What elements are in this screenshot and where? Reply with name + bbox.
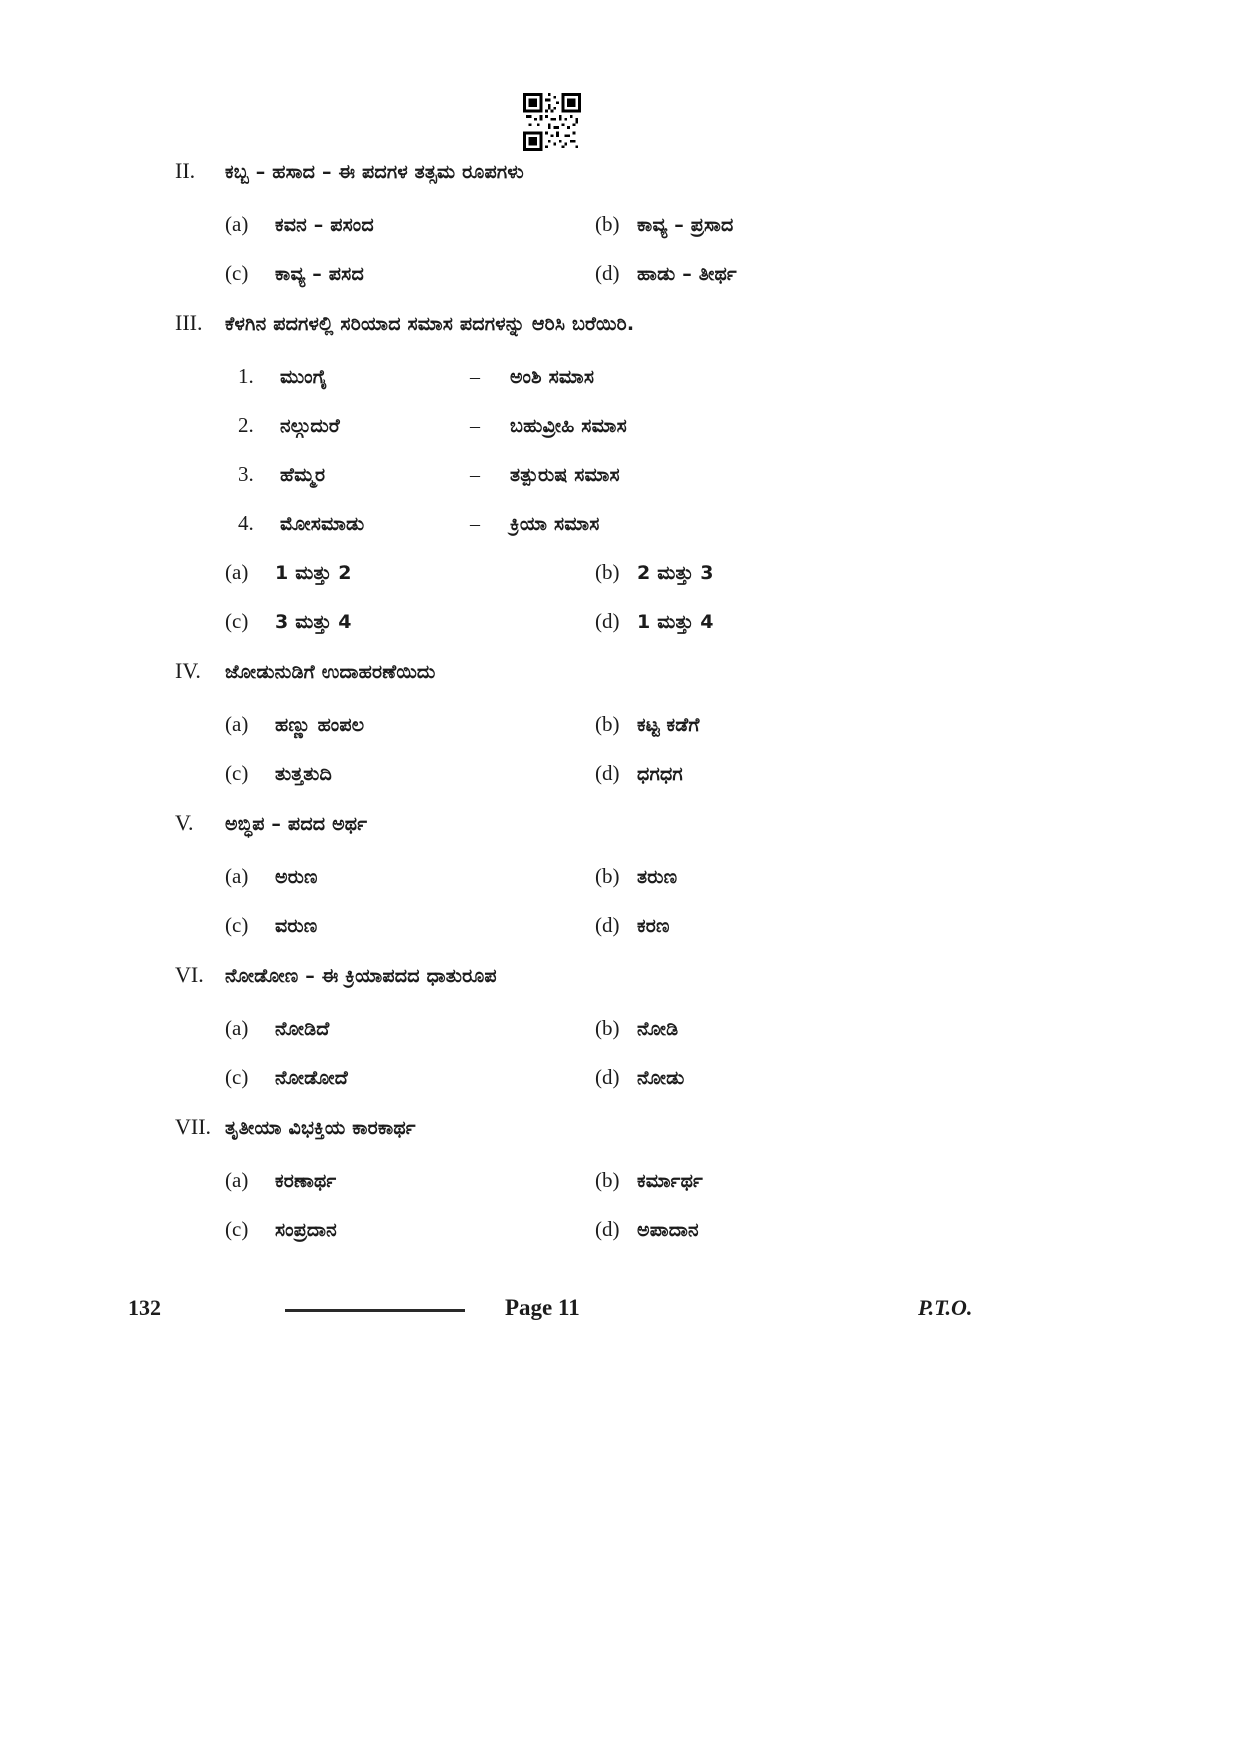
- option-label: (a): [225, 560, 249, 584]
- option-b: [595, 212, 734, 237]
- question-II: [0, 158, 1241, 286]
- option-text: ಕಾವ್ಯ – ಪ್ರಸಾದ: [637, 214, 734, 236]
- option-d: [595, 1065, 684, 1090]
- option-label: (c): [225, 761, 249, 785]
- option-text: 2 ಮತ್ತು 3: [637, 562, 714, 584]
- option-a: [225, 712, 595, 737]
- question-number: V.: [175, 810, 194, 835]
- option-c: [225, 913, 595, 938]
- option-text: ಸಂಪ್ರದಾನ: [275, 1219, 337, 1241]
- option-text: 1 ಮತ್ತು 4: [637, 611, 714, 633]
- option-label: (a): [225, 1016, 249, 1040]
- question-VI: [0, 962, 1241, 1090]
- match-number: 1.: [238, 364, 254, 388]
- option-a: [225, 864, 595, 889]
- option-label: (c): [225, 1065, 249, 1089]
- qr-code: [523, 93, 581, 151]
- option-text: ನೋಡು: [637, 1067, 685, 1089]
- option-label: (d): [595, 261, 620, 285]
- match-number: 4.: [238, 511, 254, 535]
- option-d: [595, 261, 737, 286]
- option-label: (d): [595, 913, 620, 937]
- option-b: [595, 1016, 678, 1041]
- option-text: ಕರಣ: [637, 915, 670, 937]
- match-item-1: [238, 364, 1241, 389]
- option-d: [595, 761, 683, 786]
- match-description: ತತ್ಪುರುಷ ಸಮಾಸ: [510, 464, 620, 486]
- option-c: [225, 1065, 595, 1090]
- question-number: II.: [175, 158, 196, 183]
- match-description: ಅಂಶಿ ಸಮಾಸ: [510, 366, 595, 388]
- option-a: [225, 212, 595, 237]
- option-label: (a): [225, 864, 249, 888]
- option-label: (b): [595, 712, 620, 736]
- question-text: ನೋಡೋಣ – ಈ ಕ್ರಿಯಾಪದದ ಧಾತುರೂಪ: [225, 965, 497, 987]
- option-a: [225, 1016, 595, 1041]
- match-description: ಕ್ರಿಯಾ ಸಮಾಸ: [510, 513, 600, 535]
- option-c: [225, 609, 595, 634]
- option-text: ಹಾಡು – ತೀರ್ಥ: [637, 263, 737, 285]
- page-footer: [0, 1295, 1241, 1329]
- option-text: ನೋಡೋದೆ: [275, 1067, 349, 1089]
- option-c: [225, 1217, 595, 1242]
- question-text: ಕಬ್ಬ – ಹಸಾದ – ಈ ಪದಗಳ ತತ್ಸಮ ರೂಪಗಳು: [225, 161, 524, 183]
- option-label: (a): [225, 1168, 249, 1192]
- match-number: 2.: [238, 413, 254, 437]
- question-V: [0, 810, 1241, 938]
- question-text: ತೃತೀಯಾ ವಿಭಕ್ತಿಯ ಕಾರಕಾರ್ಥ: [225, 1117, 416, 1139]
- question-VII: [0, 1114, 1241, 1242]
- option-label: (c): [225, 609, 249, 633]
- option-b: [595, 560, 714, 585]
- question-IV: [0, 658, 1241, 786]
- option-b: [595, 864, 677, 889]
- option-text: ಕವನ – ಪಸಂದ: [275, 214, 374, 236]
- option-label: (c): [225, 913, 249, 937]
- question-number: VI.: [175, 962, 204, 987]
- option-c: [225, 261, 595, 286]
- option-text: ಧಗಧಗ: [637, 763, 683, 785]
- option-a: [225, 1168, 595, 1193]
- match-dash: –: [470, 464, 480, 486]
- footer-divider-line: [285, 1309, 465, 1312]
- option-label: (b): [595, 864, 620, 888]
- option-label: (b): [595, 560, 620, 584]
- option-text: ಕಟ್ಟ ಕಡೆಗೆ: [637, 714, 700, 736]
- question-number: IV.: [175, 658, 201, 683]
- match-description: ಬಹುವ್ರೀಹಿ ಸಮಾಸ: [510, 415, 627, 437]
- option-label: (c): [225, 1217, 249, 1241]
- option-c: [225, 761, 595, 786]
- option-a: [225, 560, 595, 585]
- option-text: ಕರ್ಮಾರ್ಥ: [637, 1170, 703, 1192]
- option-label: (b): [595, 212, 620, 236]
- option-d: [595, 913, 670, 938]
- option-text: ಕಾವ್ಯ – ಪಸದ: [275, 263, 364, 285]
- question-number: VII.: [175, 1114, 212, 1139]
- option-text: 1 ಮತ್ತು 2: [275, 562, 352, 584]
- question-text: ಅಬ್ಧಿಪ – ಪದದ ಅರ್ಥ: [225, 813, 368, 835]
- match-dash: –: [470, 513, 480, 535]
- questions-area: [0, 158, 1241, 1266]
- match-word: ಹೆಮ್ಮರ: [280, 464, 326, 486]
- option-label: (d): [595, 1217, 620, 1241]
- match-word: ಮುಂಗೈ: [280, 366, 328, 388]
- option-text: ಹಣ್ಣು ಹಂಪಲ: [275, 714, 365, 736]
- pto-label: P.T.O.: [918, 1295, 973, 1320]
- match-word: ಮೋಸಮಾಡು: [280, 513, 365, 535]
- option-d: [595, 609, 714, 634]
- option-label: (a): [225, 212, 249, 236]
- option-label: (b): [595, 1016, 620, 1040]
- option-label: (d): [595, 1065, 620, 1089]
- option-text: ಅಪಾದಾನ: [637, 1219, 699, 1241]
- option-text: ತುತ್ತತುದಿ: [275, 763, 332, 785]
- option-b: [595, 712, 700, 737]
- match-dash: –: [470, 415, 480, 437]
- option-label: (d): [595, 761, 620, 785]
- option-text: 3 ಮತ್ತು 4: [275, 611, 352, 633]
- option-text: ವರುಣ: [275, 915, 318, 937]
- option-label: (c): [225, 261, 249, 285]
- option-text: ತರುಣ: [637, 866, 678, 888]
- option-text: ನೋಡಿ: [637, 1018, 679, 1040]
- paper-code: 132: [128, 1295, 161, 1320]
- question-text: ಜೋಡುನುಡಿಗೆ ಉದಾಹರಣೆಯಿದು: [225, 661, 436, 683]
- option-b: [595, 1168, 703, 1193]
- option-label: (a): [225, 712, 249, 736]
- question-number: III.: [175, 310, 203, 335]
- option-label: (d): [595, 609, 620, 633]
- question-text: ಕೆಳಗಿನ ಪದಗಳಲ್ಲಿ ಸರಿಯಾದ ಸಮಾಸ ಪದಗಳನ್ನು ಆರಿಸಿ ಬರೆಯಿರಿ.: [225, 313, 635, 335]
- option-text: ಅರುಣ: [275, 866, 318, 888]
- match-item-4: [238, 511, 1241, 536]
- question-III: [0, 310, 1241, 634]
- page-number-label: Page 11: [505, 1295, 580, 1320]
- match-number: 3.: [238, 462, 254, 486]
- option-d: [595, 1217, 699, 1242]
- match-word: ನಲ್ಗುದುರೆ: [280, 415, 340, 437]
- option-text: ನೋಡಿದೆ: [275, 1018, 330, 1040]
- match-dash: –: [470, 366, 480, 388]
- option-text: ಕರಣಾರ್ಥ: [275, 1170, 337, 1192]
- match-item-3: [238, 462, 1241, 487]
- match-item-2: [238, 413, 1241, 438]
- option-label: (b): [595, 1168, 620, 1192]
